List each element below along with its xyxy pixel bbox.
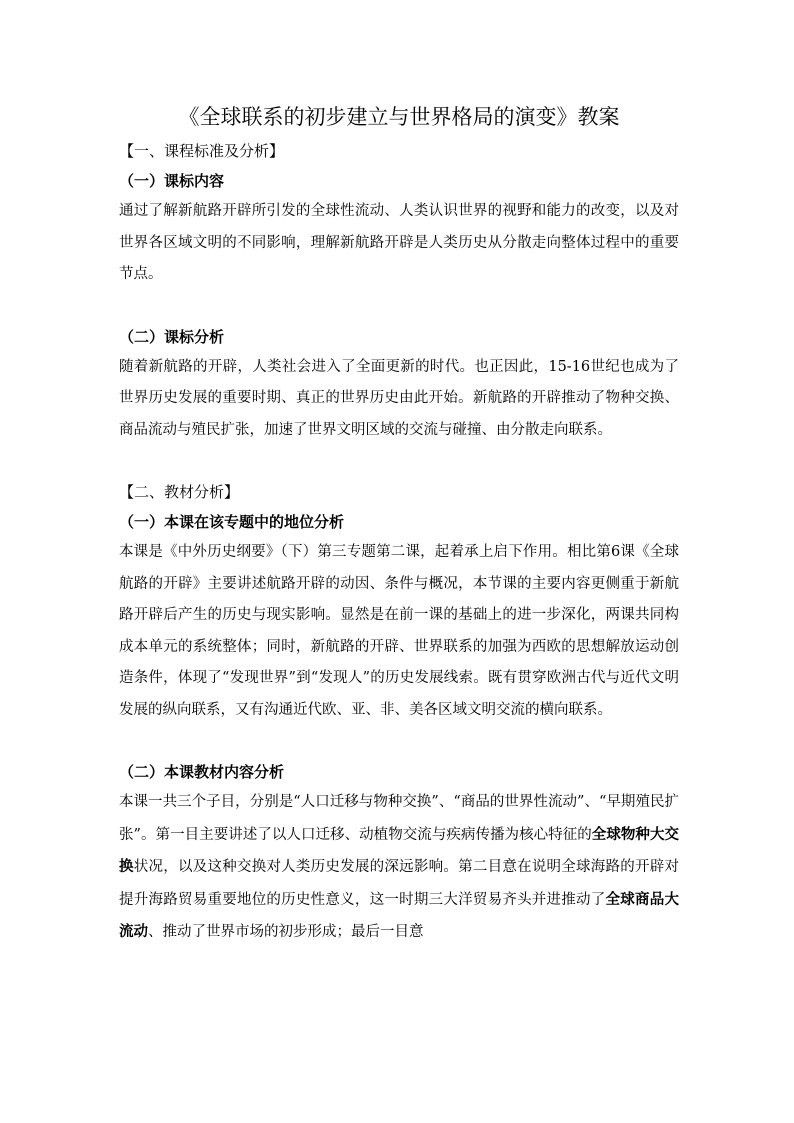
text-run: 本课一共三个子目，分别是“人口迁移与物种交换”、“商品的世界性流动”、“早期殖民扩张”。第一目主要讲述了以人口迁移、动植物交流与疾病传播为核心特征的 [119,794,679,843]
bold-term-species-exchange: 全球物种大交换 [119,825,679,875]
text-run: 状况，以及这种交换对人类历史发展的深远影响。第二目意在说明全球海路的开辟对提升海路贸易重要地位的历史性意义，这一时期三大洋贸易齐头并进推动了 [119,859,680,908]
text-run: 、推动了世界市场的初步形成；最后一目意 [148,924,424,940]
section-heading-textbook-analysis: 【二、教材分析】 [119,483,240,501]
document-content [119,100,679,949]
bold-term-commodity-flow: 全球商品大流动 [119,890,680,940]
subheading-standard-analysis: （二）课标分析 [119,327,225,346]
blank-line [119,291,679,322]
subheading-lesson-position: （一）本课在该专题中的地位分析 [119,513,345,531]
paragraph-lesson-position: 本课是《中外历史纲要》（下）第三专题第二课，起着承上启下作用。相比第6课《全球航路的开辟》主要讲述航路开辟的动因、条件与概况，本节课的主要内容更侧重于新航路开辟后产生的历史与现实影响。显然是在前一课的基础上的进一步深化，两课共同构成本单元的系统整体；同时，新航路的开辟、世界联系的加强为西欧的思想解放运动创造条件，体现了“发现世界”到“发现人”的历史发展线索。既有贯穿欧洲古代与近代文明发展的纵向联系，又有沟通近代欧、亚、非、美各区域文明交流的横向联系。 [119,544,679,718]
paragraph-standard-content: 通过了解新航路开辟所引发的全球性流动、人类认识世界的视野和能力的改变，以及对世界各区域文明的不同影响，理解新航路开辟是人类历史从分散走向整体过程中的重要节点。 [119,203,679,282]
blank-line [119,446,679,477]
subheading-lesson-content: （二）本课教材内容分析 [119,763,285,781]
paragraph-lesson-content [119,787,679,949]
paragraph-standard-analysis: 随着新航路的开辟，人类社会进入了全面更新的时代。也正因此，15-16世纪也成为了世界历史发展的重要时期、真正的世界历史由此开始。新航路的开辟推动了物种交换、商品流动与殖民扩张，加速了世界文明区域的交流与碰撞、由分散走向联系。 [119,358,679,438]
section-heading-curriculum-standards: 【一、课程标准及分析】 [119,142,285,160]
subheading-standard-content: （一）课标内容 [119,172,225,190]
blank-line [119,726,679,757]
document-title: 《全球联系的初步建立与世界格局的演变》教案 [178,105,620,129]
